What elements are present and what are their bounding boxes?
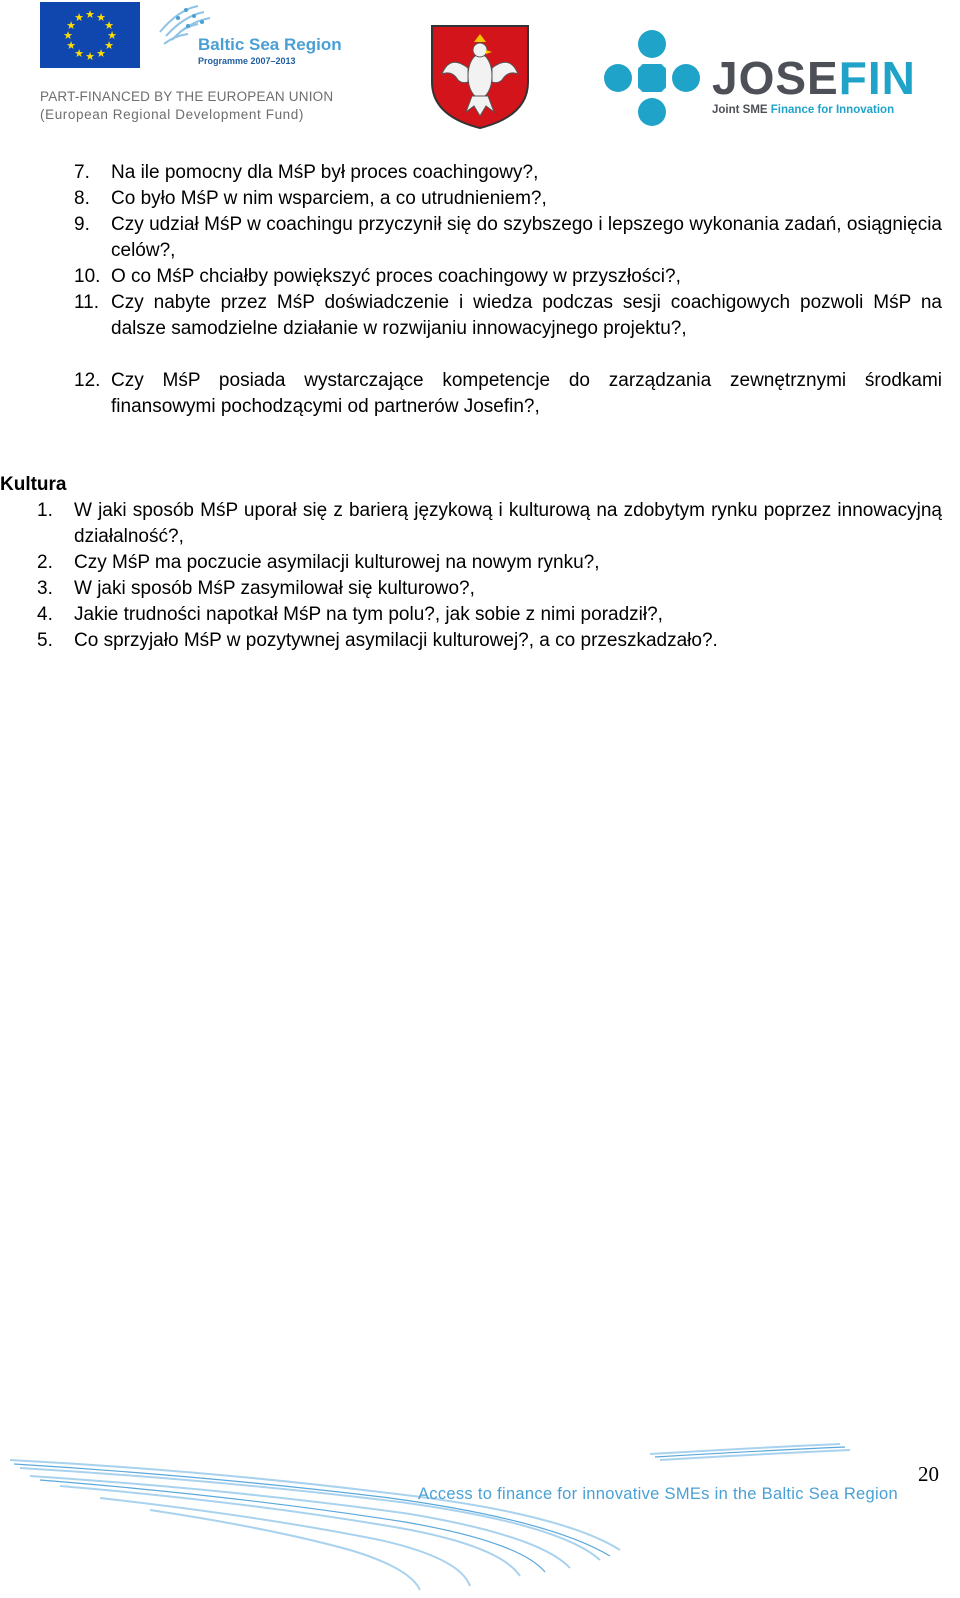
section-heading: Kultura bbox=[0, 474, 67, 495]
list-item-number: 7. bbox=[74, 162, 90, 183]
bsr-title: Baltic Sea Region bbox=[198, 35, 342, 54]
svg-text:★: ★ bbox=[107, 29, 117, 42]
list-item-number: 12. bbox=[74, 370, 101, 391]
list-item-text: Czy MśP posiada wystarczające kompetencje do zarządzania zewnętrznymi środkami finansowymi pochodzącymi od partnerów Josefin?, bbox=[111, 370, 942, 417]
josefin-tag-joint: Joint SME bbox=[712, 104, 771, 116]
josefin-tag-finance: Finance for Innovation bbox=[770, 104, 895, 116]
list-item bbox=[74, 186, 942, 212]
list-item-text: O co MśP chciałby powiększyć proces coachingowy w przyszłości?, bbox=[111, 266, 681, 287]
list-item bbox=[74, 264, 942, 290]
list-item bbox=[37, 498, 942, 550]
svg-text:★: ★ bbox=[96, 47, 106, 60]
svg-text:★: ★ bbox=[104, 39, 114, 52]
bsr-programme: Programme 2007–2013 bbox=[198, 56, 296, 66]
list-item bbox=[37, 602, 942, 628]
list-item bbox=[74, 368, 942, 420]
josefin-mark-logo bbox=[604, 30, 700, 126]
list-item bbox=[37, 576, 942, 602]
josefin-wordmark bbox=[712, 52, 916, 104]
svg-text:★: ★ bbox=[96, 11, 106, 24]
list-item-text: Jakie trudności napotkał MśP na tym polu?, jak sobie z nimi poradził?, bbox=[74, 604, 663, 625]
list-item-number: 2. bbox=[37, 552, 53, 573]
eu-flag-logo bbox=[40, 2, 140, 68]
eu-stars-icon bbox=[40, 2, 140, 68]
svg-text:★: ★ bbox=[74, 47, 84, 60]
josefin-word-fin: FIN bbox=[838, 52, 916, 104]
list-item-number: 10. bbox=[74, 266, 101, 287]
eagle-shield-icon bbox=[428, 24, 532, 130]
footer-tagline: Access to finance for innovative SMEs in the Baltic Sea Region bbox=[418, 1485, 898, 1503]
list-item-number: 1. bbox=[37, 500, 53, 521]
svg-text:★: ★ bbox=[63, 29, 73, 42]
svg-text:★: ★ bbox=[74, 11, 84, 24]
footer-wave-decoration bbox=[0, 1440, 960, 1593]
list-item-text: Czy udział MśP w coachingu przyczynił się do szybszego i lepszego wykonania zadań, osiągnięcia celów?, bbox=[111, 214, 942, 261]
coat-of-arms-logo bbox=[428, 24, 532, 130]
list-item-number: 8. bbox=[74, 188, 90, 209]
list-item bbox=[74, 160, 942, 186]
svg-text:★: ★ bbox=[85, 8, 95, 21]
list-item bbox=[74, 212, 942, 264]
list-item-text: W jaki sposób MśP zasymilował się kulturowo?, bbox=[74, 578, 475, 599]
list-item-text: Czy MśP ma poczucie asymilacji kulturowej na nowym rynku?, bbox=[74, 552, 600, 573]
part-financed-line1: PART-FINANCED BY THE EUROPEAN UNION bbox=[40, 89, 334, 104]
list-item bbox=[37, 550, 942, 576]
svg-text:★: ★ bbox=[66, 19, 76, 32]
list-item-number: 9. bbox=[74, 214, 90, 235]
svg-text:★: ★ bbox=[104, 19, 114, 32]
wave-lines-icon bbox=[0, 1440, 960, 1593]
list-item-number: 5. bbox=[37, 630, 53, 651]
list-item-number: 11. bbox=[74, 292, 100, 313]
part-financed-line2: (European Regional Development Fund) bbox=[40, 107, 304, 122]
svg-text:★: ★ bbox=[85, 50, 95, 63]
list-item bbox=[37, 628, 942, 654]
svg-text:★: ★ bbox=[66, 39, 76, 52]
list-item-text: Co sprzyjało MśP w pozytywnej asymilacji kulturowej?, a co przeszkadzało?. bbox=[74, 630, 718, 651]
page-number: 20 bbox=[918, 1462, 939, 1486]
list-item-text: Na ile pomocny dla MśP był proces coachingowy?, bbox=[111, 162, 539, 183]
list-item-number: 4. bbox=[37, 604, 53, 625]
josefin-tagline bbox=[712, 104, 894, 116]
list-item-text: W jaki sposób MśP uporał się z barierą językową i kulturową na zdobytym rynku poprzez innowacyjną działalność?, bbox=[74, 500, 942, 547]
list-item-text: Co było MśP w nim wsparciem, a co utrudnieniem?, bbox=[111, 188, 547, 209]
josefin-flower-icon bbox=[604, 30, 700, 126]
list-item bbox=[74, 290, 942, 368]
josefin-word-jose: JOSE bbox=[712, 52, 839, 104]
list-item-number: 3. bbox=[37, 578, 53, 599]
list-item-text: Czy nabyte przez MśP doświadczenie i wiedza podczas sesji coachigowych pozwoli MśP na dalsze samodzielne działanie w rozwijaniu innowacyjnego projektu?, bbox=[111, 292, 942, 339]
